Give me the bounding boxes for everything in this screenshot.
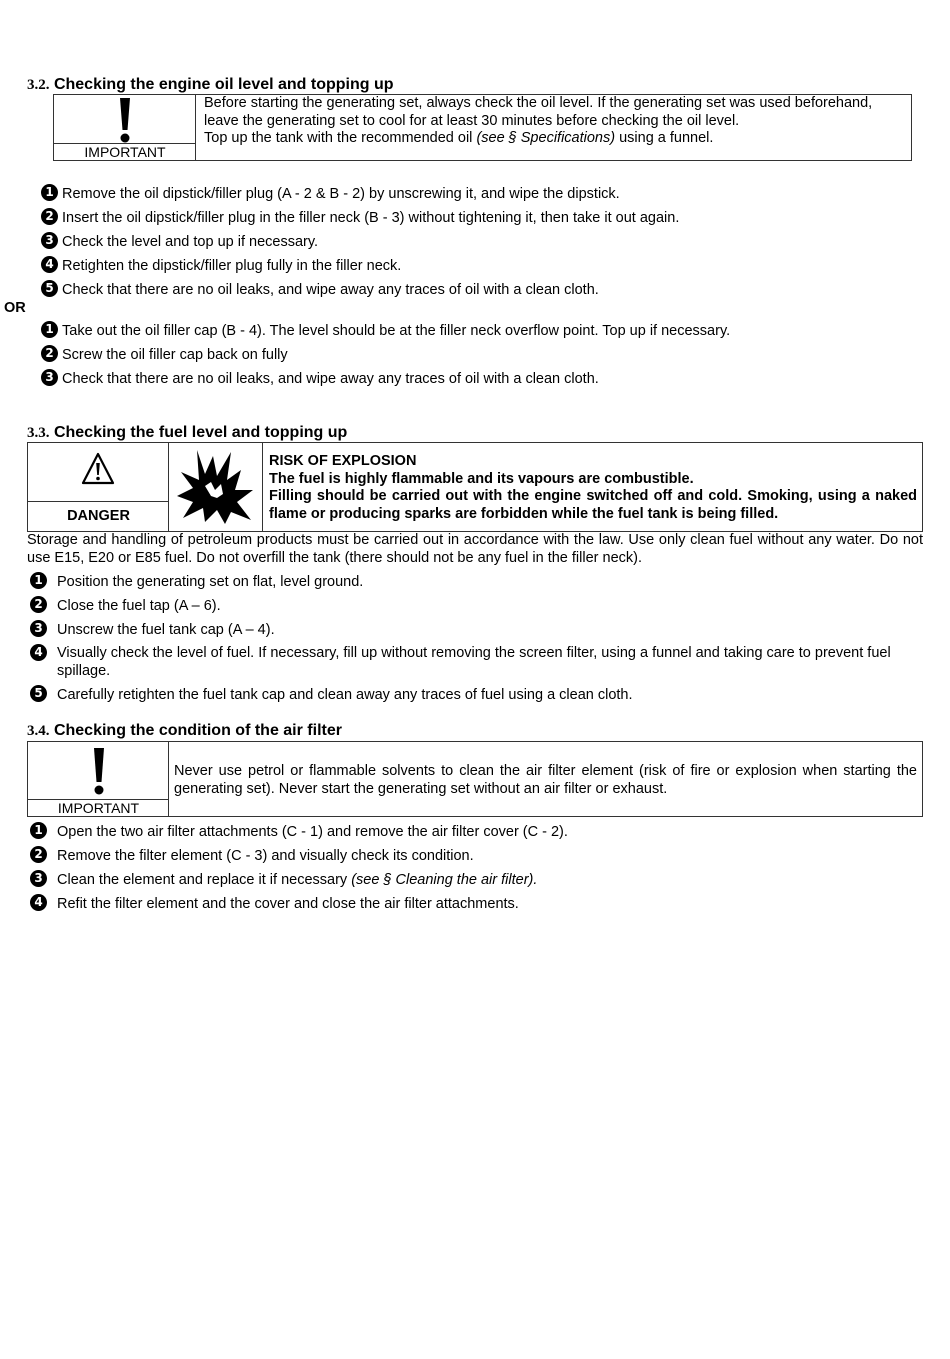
list-item: Check that there are no oil leaks, and wipe away any traces of oil with a clean cloth.	[62, 371, 599, 387]
important-notice-box	[53, 94, 912, 161]
list-item: Insert the oil dipstick/filler plug in the filler neck (B - 3) without tightening it, then take it out again.	[62, 210, 680, 226]
warning-triangle-icon	[81, 452, 115, 486]
step-number-icon: 1	[30, 572, 47, 589]
step-number-icon: 5	[41, 280, 58, 297]
list-item: Take out the oil filler cap (B - 4). The level should be at the filler neck overflow point. Top up if necessary.	[62, 323, 731, 339]
step-number-icon: 4	[30, 644, 47, 661]
section-3-2-heading	[27, 76, 394, 94]
section-title: Checking the condition of the air filter	[53, 722, 342, 739]
exclamation-icon	[115, 96, 135, 144]
list-item: Screw the oil filler cap back on fully	[62, 347, 288, 363]
list-item: Remove the filter element (C - 3) and visually check its condition.	[57, 848, 474, 864]
danger-text-line-1: The fuel is highly flammable and its vapours are combustible.	[269, 470, 694, 487]
section-title: Checking the fuel level and topping up	[53, 424, 348, 441]
list-item: Remove the oil dipstick/filler plug (A - 2 & B - 2) by unscrewing it, and wipe the dipstick.	[62, 186, 620, 202]
list-item: Open the two air filter attachments (C - 1) and remove the air filter cover (C - 2).	[57, 824, 568, 840]
important-label: IMPORTANT	[57, 800, 140, 816]
section-number: 3.3.	[27, 425, 50, 441]
list-item: Retighten the dipstick/filler plug fully in the filler neck.	[62, 258, 402, 274]
list-item: Refit the filter element and the cover and close the air filter attachments.	[57, 896, 519, 912]
section-3-3-heading	[27, 424, 347, 442]
list-item: Close the fuel tap (A – 6).	[57, 598, 221, 614]
step-number-icon: 3	[30, 870, 47, 887]
danger-text-cell	[269, 453, 917, 523]
storage-paragraph: Storage and handling of petroleum products must be carried out in accordance with the law. Use only clean fuel without any water. Do not use E15, E20 or E85 fuel. Do not overfill the tank (there should not be any fuel in the filler neck).	[27, 532, 923, 566]
step-number-icon: 5	[30, 685, 47, 702]
list-item: Check the level and top up if necessary.	[62, 234, 319, 250]
section-title: Checking the engine oil level and topping up	[53, 76, 394, 93]
explosion-icon-cell	[169, 443, 263, 531]
important-text-cell	[204, 95, 909, 148]
list-item: Unscrew the fuel tank cap (A – 4).	[57, 622, 275, 638]
section-number: 3.2.	[27, 77, 50, 93]
exclamation-icon	[89, 746, 109, 796]
danger-icon-cell	[28, 443, 169, 531]
step-number-icon: 1	[30, 822, 47, 839]
explosion-icon	[175, 446, 257, 526]
step-number-icon: 1	[41, 321, 58, 338]
step-number-icon: 1	[41, 184, 58, 201]
step-number-icon: 3	[30, 620, 47, 637]
step-number-icon: 2	[30, 846, 47, 863]
important-text-cell: Never use petrol or flammable solvents to clean the air filter element (risk of fire or explosion when starting the generating set). Never start the generating set without an air filter or exhaust.	[174, 763, 917, 797]
or-label: OR	[4, 300, 26, 316]
step-number-icon: 4	[30, 894, 47, 911]
important-label: IMPORTANT	[84, 144, 166, 160]
specifications-reference: (see § Specifications)	[476, 130, 616, 146]
important-icon-cell	[54, 95, 196, 160]
cleaning-air-filter-reference: (see § Cleaning the air filter).	[351, 872, 538, 888]
list-item: Position the generating set on flat, level ground.	[57, 574, 364, 590]
list-item: Clean the element and replace it if necessary (see § Cleaning the air filter).	[57, 872, 538, 888]
step-number-icon: 4	[41, 256, 58, 273]
section-3-4-heading	[27, 722, 342, 740]
important-text-line-2: Top up the tank with the recommended oil (see § Specifications) using a funnel.	[204, 130, 714, 146]
step-number-icon: 2	[30, 596, 47, 613]
step-number-icon: 3	[41, 369, 58, 386]
danger-label: DANGER	[67, 508, 130, 524]
step-number-icon: 2	[41, 345, 58, 362]
important-text-line-1: Before starting the generating set, always check the oil level. If the generating set was used beforehand, leave the generating set to cool for at least 30 minutes before checking the oil level.	[204, 95, 873, 129]
danger-text-line-2: Filling should be carried out with the engine switched off and cold. Smoking, using a naked flame or producing sparks are forbidden while the fuel tank is being filled.	[269, 488, 917, 522]
list-item: Visually check the level of fuel. If necessary, fill up without removing the screen filter, using a funnel and taking care to prevent fuel spillage.	[57, 645, 891, 679]
important-icon-cell	[28, 742, 169, 816]
step-number-icon: 2	[41, 208, 58, 225]
section-number: 3.4.	[27, 723, 50, 739]
risk-of-explosion-title: RISK OF EXPLOSION	[269, 453, 417, 469]
list-item: Check that there are no oil leaks, and wipe away any traces of oil with a clean cloth.	[62, 282, 599, 298]
important-notice-box	[27, 741, 923, 817]
danger-notice-box	[27, 442, 923, 532]
step-number-icon: 3	[41, 232, 58, 249]
list-item: Carefully retighten the fuel tank cap and clean away any traces of fuel using a clean cloth.	[57, 687, 633, 703]
